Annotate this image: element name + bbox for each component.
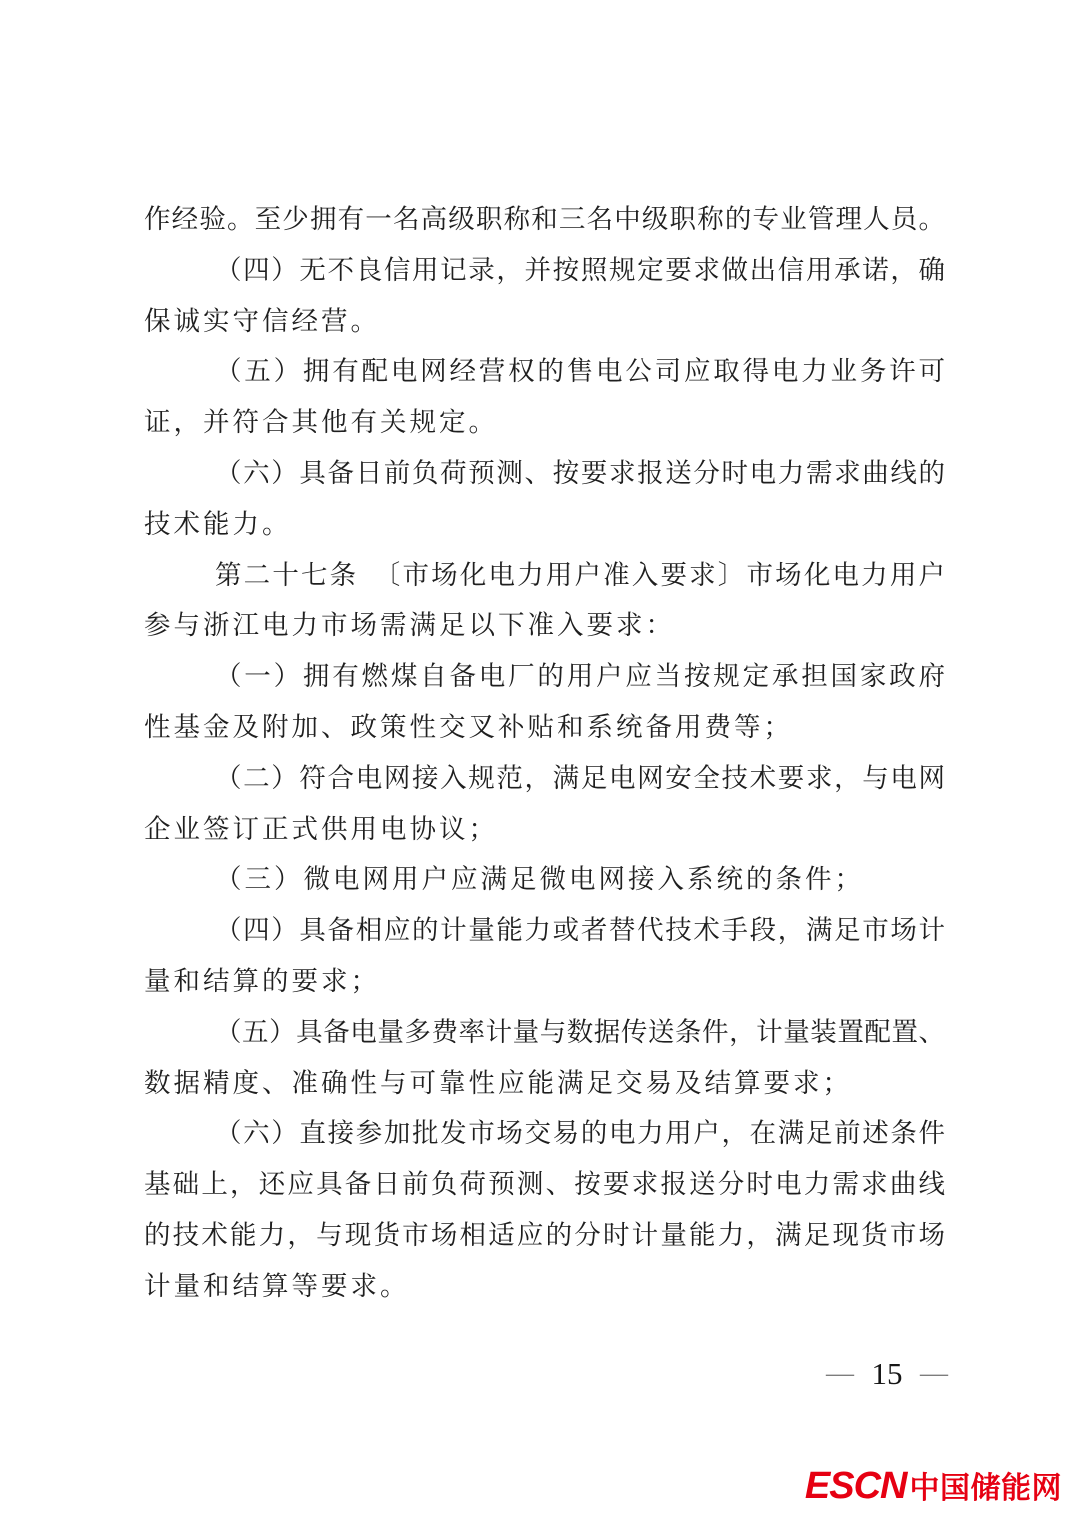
escn-logo-text-en: ESCN <box>804 1465 907 1507</box>
page-number-value: 15 <box>871 1356 903 1391</box>
document-line: （三）微电网用户应满足微电网接入系统的条件； <box>215 864 864 895</box>
document-line: （六）直接参加批发市场交易的电力用户，在满足前述条件 <box>215 1118 945 1149</box>
document-line: （五）具备电量多费率计量与数据传送条件，计量装置配置、 <box>215 1016 945 1047</box>
escn-logo <box>805 1467 1062 1508</box>
document-line: （六）具备日前负荷预测、按要求报送分时电力需求曲线的 <box>215 457 945 488</box>
page-number-dash-left: — <box>826 1358 854 1389</box>
document-line: 第二十七条 〔市场化电力用户准入要求〕市场化电力用户 <box>215 559 945 590</box>
document-line: 计量和结算等要求。 <box>144 1270 410 1301</box>
document-line: 证，并符合其他有关规定。 <box>144 407 498 438</box>
document-line: 保诚实守信经营。 <box>144 305 380 336</box>
document-line: 基础上，还应具备日前负荷预测、按要求报送分时电力需求曲线 <box>144 1169 945 1200</box>
escn-logo-text-cn: 中国储能网 <box>909 1472 1062 1505</box>
document-line: 的技术能力，与现货市场相适应的分时计量能力，满足现货市场 <box>144 1219 945 1250</box>
document-line: 性基金及附加、政策性交叉补贴和系统备用费等； <box>144 711 793 742</box>
document-text-block <box>144 194 945 1312</box>
document-line: （一）拥有燃煤自备电厂的用户应当按规定承担国家政府 <box>215 661 945 692</box>
document-line: 参与浙江电力市场需满足以下准入要求： <box>144 610 675 641</box>
document-line: （二）符合电网接入规范，满足电网安全技术要求，与电网 <box>215 762 945 793</box>
document-line: （五）拥有配电网经营权的售电公司应取得电力业务许可 <box>215 356 945 387</box>
document-line: 数据精度、准确性与可靠性应能满足交易及结算要求； <box>144 1067 852 1098</box>
document-line: （四）无不良信用记录，并按照规定要求做出信用承诺，确 <box>215 254 945 285</box>
document-line: 企业签订正式供用电协议； <box>144 813 498 844</box>
document-line: 量和结算的要求； <box>144 965 380 996</box>
document-line: 作经验。至少拥有一名高级职称和三名中级职称的专业管理人员。 <box>144 204 945 234</box>
page-number <box>826 1357 948 1391</box>
document-line: （四）具备相应的计量能力或者替代技术手段，满足市场计 <box>215 915 945 946</box>
document-line: 技术能力。 <box>144 508 292 539</box>
page-number-dash-right: — <box>920 1358 948 1389</box>
